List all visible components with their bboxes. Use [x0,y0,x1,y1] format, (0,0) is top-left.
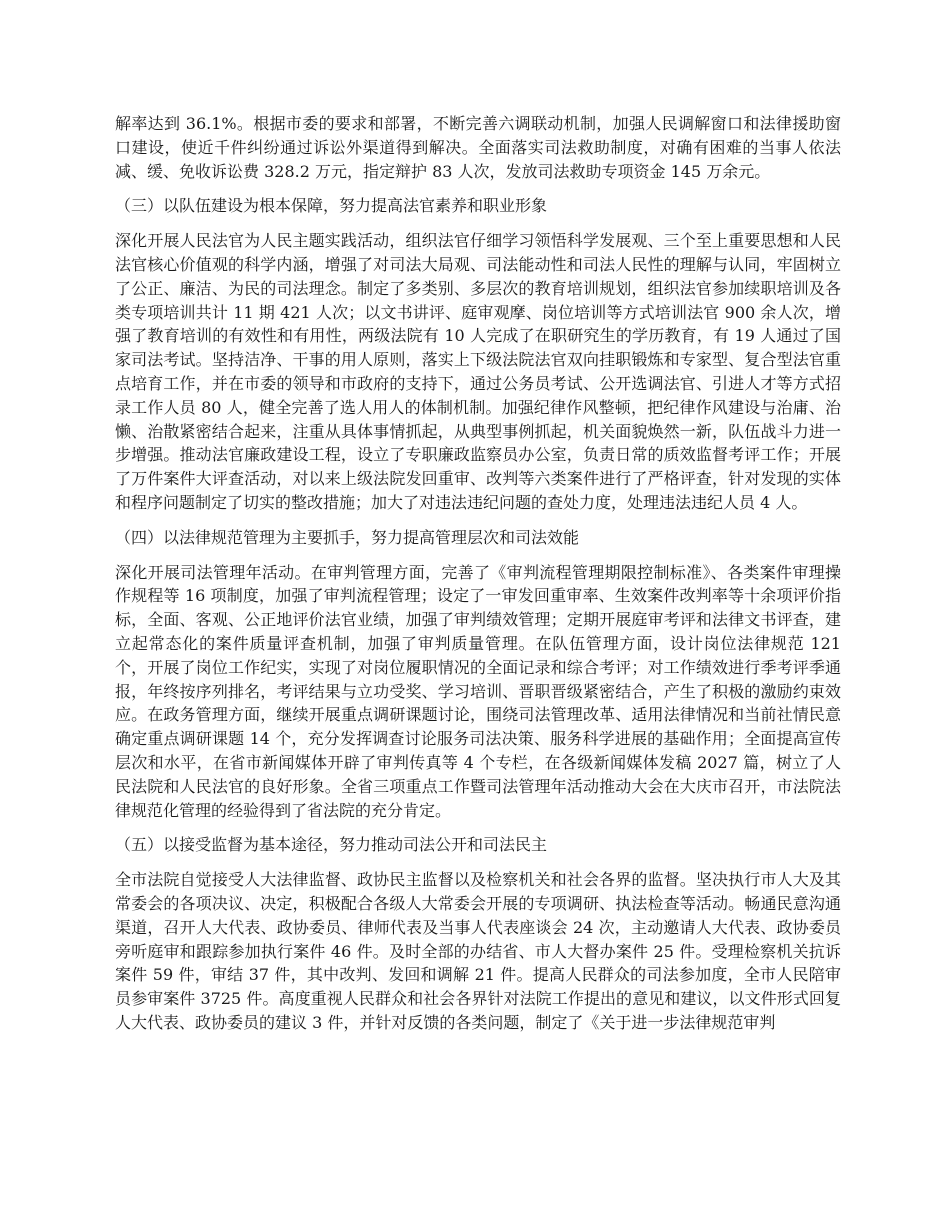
section-heading-3: （三）以队伍建设为根本保障，努力提高法官素养和职业形象 [115,196,548,216]
paragraph-team-building: 深化开展人民法官为人民主题实践活动，组织法官仔细学习领悟科学发展观、三个至上重要思想和人民法官核心价值观的科学内涵，增强了对司法大局观、司法能动性和司法人民性的理解与认同，牢固树立了公正、廉洁、为民的司法理念。制定了多类别、多层次的教育培训规划，组织法官参加续职培训及各类专项培训共计 11 期 421 人次；以文书讲评、庭审观摩、岗位培训等方式培训法官 900 余人次，增强了教育培训的有效性和有用性，两级法院有 10 人完成了在职研究生的学历教育，有 19 人通过了国家司法考试。坚持洁净、干事的用人原则，落实上下级法院法官双向挂职锻炼和专家型、复合型法官重点培育工作，并在市委的领导和市政府的支持下，通过公务员考试、公开选调法官、引进人才等方式招录工作人员 80 人，健全完善了选人用人的体制机制。加强纪律作风整顿，把纪律作风建设与治庸、治懒、治散紧密结合起来，注重从具体事情抓起，从典型事例抓起，机关面貌焕然一新，队伍战斗力进一步增强。推动法官廉政建设工程，设立了专职廉政监察员办公室，负责日常的质效监督考评工作；开展了万件案件大评查活动，对以来上级法院发回重审、改判等六类案件进行了严格评查，针对发现的实体和程序问题制定了切实的整改措施；加大了对违法违纪问题的查处力度，处理违法违纪人员 4 人。 [115,231,841,512]
paragraph-judicial-relief: 解率达到 36.1%。根据市委的要求和部署，不断完善六调联动机制，加强人民调解窗口和法律援助窗口建设，使近千件纠纷通过诉讼外渠道得到解决。全面落实司法救助制度，对确有困难的当事人依法减、缓、免收诉讼费 328.2 万元，指定辩护 83 人次，发放司法救助专项资金 145 万余元。 [115,114,841,181]
paragraph-supervision: 全市法院自觉接受人大法律监督、政协民主监督以及检察机关和社会各界的监督。坚决执行市人大及其常委会的各项决议、决定，积极配合各级人大常委会开展的专项调研、执法检查等活动。畅通民意沟通渠道，召开人大代表、政协委员、律师代表及当事人代表座谈会 24 次，主动邀请人大代表、政协委员旁听庭审和跟踪参加执行案件 46 件。及时全部的办结省、市人大督办案件 25 件。受理检察机关抗诉案件 59 件，审结 37 件，其中改判、发回和调解 21 件。提高人民群众的司法参加度，全市人民陪审员参审案件 3725 件。高度重视人民群众和社会各界针对法院工作提出的意见和建议，以文件形式回复人大代表、政协委员的建议 3 件，并针对反馈的各类问题，制定了《关于进一步法律规范审判 [115,870,841,1032]
section-heading-5: （五）以接受监督为基本途径，努力推动司法公开和司法民主 [115,835,548,855]
document-body [115,112,841,1046]
section-heading-4: （四）以法律规范管理为主要抓手，努力提高管理层次和司法效能 [115,527,580,547]
paragraph-management: 深化开展司法管理年活动。在审判管理方面，完善了《审判流程管理期限控制标准》、各类案件审理操作规程等 16 项制度，加强了审判流程管理；设定了一审发回重审率、生效案件改判率等十余项评价指标，全面、客观、公正地评价法官业绩，加强了审判绩效管理；定期开展庭审考评和法律文书评查，建立起常态化的案件质量评查机制，加强了审判质量管理。在队伍管理方面，设计岗位法律规范 121 个，开展了岗位工作纪实，实现了对岗位履职情况的全面记录和综合考评；对工作绩效进行季考评季通报，年终按序列排名，考评结果与立功受奖、学习培训、晋职晋级紧密结合，产生了积极的激励约束效应。在政务管理方面，继续开展重点调研课题讨论，围绕司法管理改革、适用法律情况和当前社情民意确定重点调研课题 14 个，充分发挥调查讨论服务司法决策、服务科学进展的基础作用；全面提高宣传层次和水平，在省市新闻媒体开辟了审判传真等 4 个专栏，在各级新闻媒体发稿 2027 篇，树立了人民法院和人民法官的良好形象。全省三项重点工作暨司法管理年活动推动大会在大庆市召开，市法院法律规范化管理的经验得到了省法院的充分肯定。 [115,562,841,820]
